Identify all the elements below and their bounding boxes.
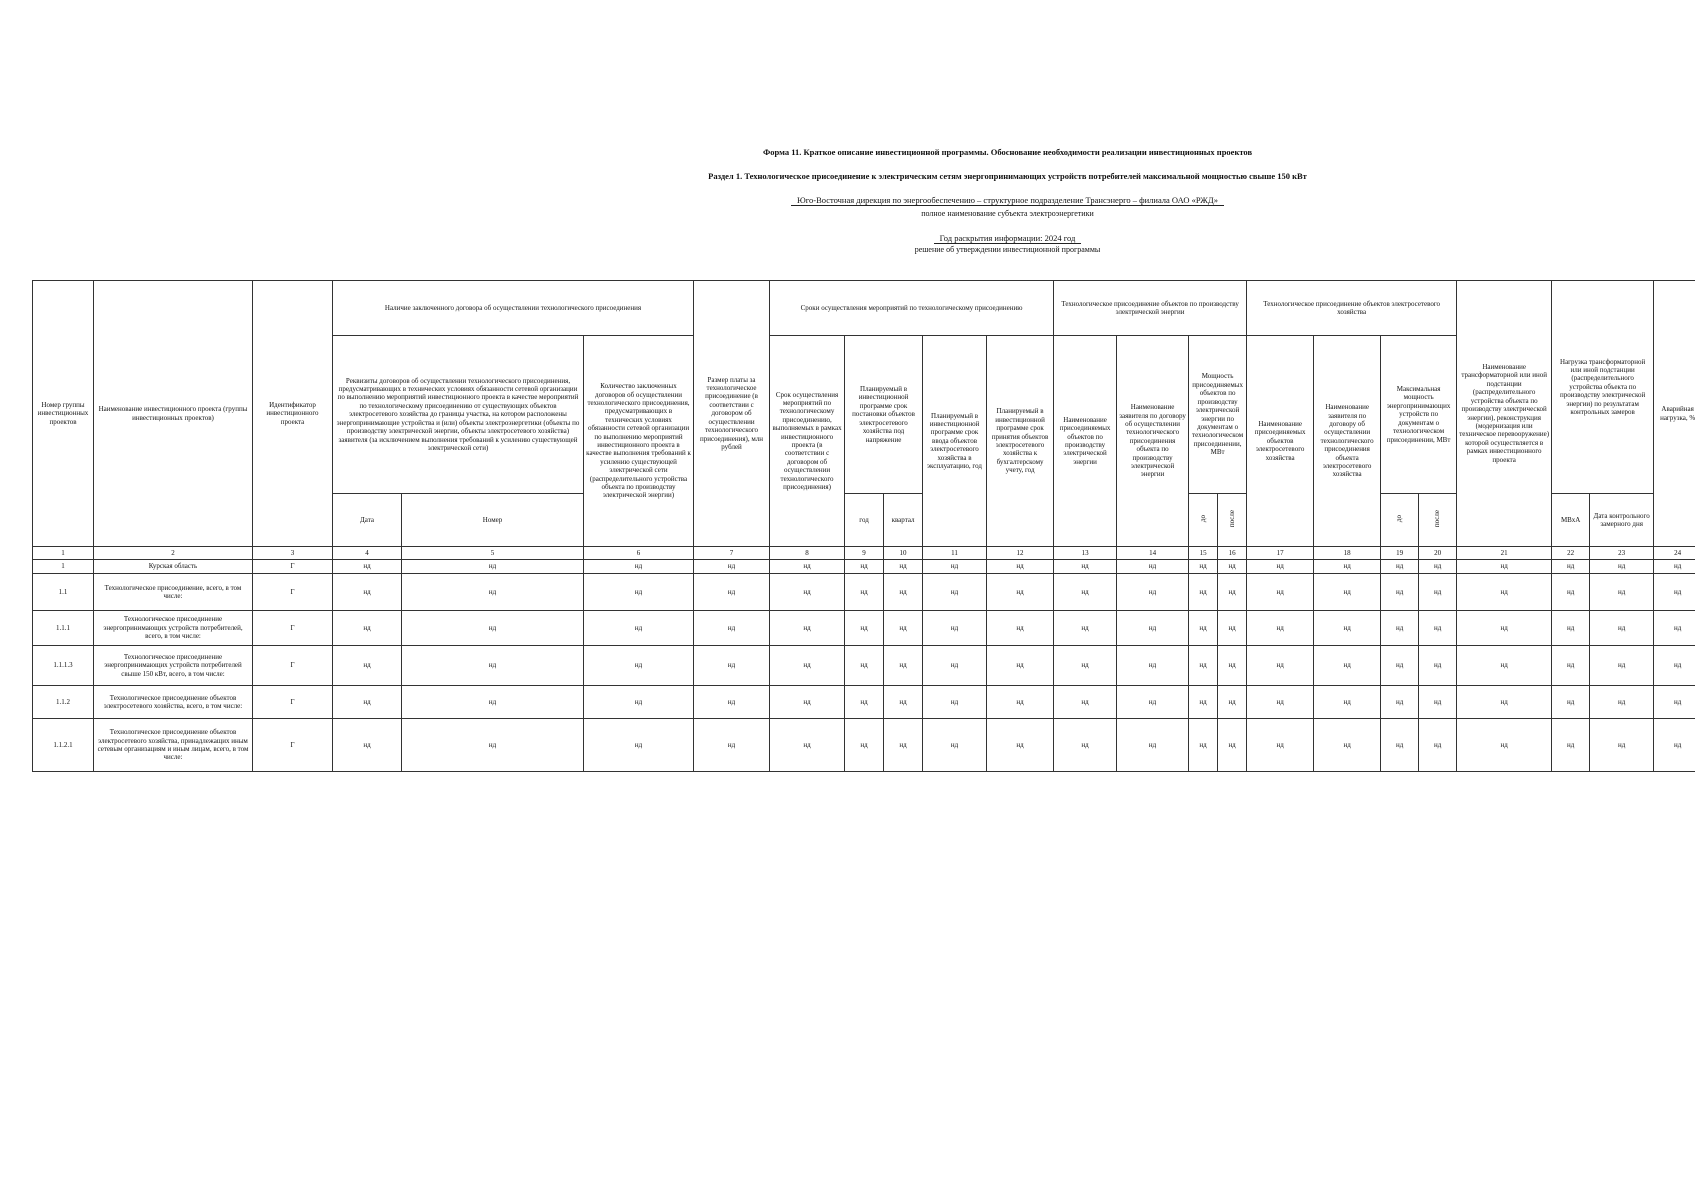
col-contract-count: Количество заключенных договоров об осуществлении технологического присоединения, предусматривающих в технических условиях обязанности сетевой организации по выполнению мероприятий инвестиционного проекта в качестве выполнения требований к усилению существующей электрической сети (распределительного устройства объекта по производству электрической энергии): [584, 336, 694, 547]
column-number: 13: [1054, 547, 1117, 560]
table-cell: нд: [1117, 686, 1189, 719]
table-cell: нд: [770, 560, 845, 574]
table-cell: нд: [923, 611, 987, 646]
column-number-row: [33, 547, 1695, 560]
col-energize-date: Планируемый в инвестиционной программе срок постановки объектов электросетевого хозяйства под напряжение: [845, 336, 923, 494]
table-cell: нд: [1457, 574, 1552, 611]
row-project-id: Г: [253, 686, 333, 719]
column-number: 21: [1457, 547, 1552, 560]
table-cell: нд: [845, 686, 884, 719]
row-number: 1: [33, 560, 94, 574]
table-cell: нд: [1381, 686, 1419, 719]
table-cell: нд: [1552, 574, 1590, 611]
table-cell: нд: [1552, 686, 1590, 719]
org-name-line: [160, 195, 1695, 206]
table-cell: нд: [1381, 719, 1419, 772]
table-cell: нд: [1590, 646, 1654, 686]
table-cell: нд: [402, 686, 584, 719]
table-cell: нд: [770, 646, 845, 686]
table-cell: нд: [1054, 686, 1117, 719]
table-cell: нд: [1590, 560, 1654, 574]
table-cell: нд: [1189, 686, 1218, 719]
table-cell: нд: [1381, 646, 1419, 686]
table-cell: нд: [1381, 611, 1419, 646]
col-group-generation: Технологическое присоединение объектов по производству электрической энергии: [1054, 281, 1247, 336]
column-number: 14: [1117, 547, 1189, 560]
table-cell: нд: [923, 686, 987, 719]
column-number: 2: [94, 547, 253, 560]
column-number: 12: [987, 547, 1054, 560]
row-project-name: Технологическое присоединение объектов электросетевого хозяйства, принадлежащих иным сетевым организациям и иным лицам, всего, в том числе:: [94, 719, 253, 772]
column-number: 8: [770, 547, 845, 560]
table-cell: нд: [1654, 719, 1695, 772]
column-number: 23: [1590, 547, 1654, 560]
column-number: 6: [584, 547, 694, 560]
column-number: 10: [884, 547, 923, 560]
table-cell: нд: [1654, 611, 1695, 646]
col-contract-date: Дата: [333, 494, 402, 547]
column-number: 7: [694, 547, 770, 560]
table-cell: нд: [1457, 686, 1552, 719]
col-gen-power-after: [1218, 494, 1247, 547]
table-row: [33, 719, 1695, 772]
col-energize-quarter: квартал: [884, 494, 923, 547]
table-cell: нд: [1054, 646, 1117, 686]
table-cell: нд: [1189, 574, 1218, 611]
table-cell: нд: [1590, 686, 1654, 719]
table-cell: нд: [1590, 719, 1654, 772]
table-cell: нд: [1314, 686, 1381, 719]
column-number: 18: [1314, 547, 1381, 560]
table-cell: нд: [1218, 686, 1247, 719]
table-cell: нд: [1552, 611, 1590, 646]
org-caption: полное наименование субъекта электроэнергетики: [921, 209, 1094, 218]
table-cell: нд: [1314, 560, 1381, 574]
column-number: 9: [845, 547, 884, 560]
table-cell: нд: [923, 574, 987, 611]
table-cell: нд: [845, 574, 884, 611]
row-number: 1.1.2.1: [33, 719, 94, 772]
table-body: [33, 560, 1695, 772]
table-cell: нд: [333, 574, 402, 611]
decision-caption: решение об утверждении инвестиционной программы: [914, 245, 1101, 254]
table-cell: нд: [987, 719, 1054, 772]
table-cell: нд: [987, 560, 1054, 574]
column-number: 15: [1189, 547, 1218, 560]
column-number: 5: [402, 547, 584, 560]
col-max-power-before: [1381, 494, 1419, 547]
year-line-wrap: [160, 233, 1695, 244]
column-number: 19: [1381, 547, 1419, 560]
column-number: 3: [253, 547, 333, 560]
table-cell: нд: [770, 719, 845, 772]
gen-before-label: до: [1198, 515, 1207, 523]
table-cell: нд: [1457, 719, 1552, 772]
table-cell: нд: [1247, 719, 1314, 772]
col-project-name: Наименование инвестиционного проекта (группы инвестиционных проектов): [94, 281, 253, 547]
table-cell: нд: [1247, 611, 1314, 646]
row-number: 1.1.1: [33, 611, 94, 646]
row-project-name: Технологическое присоединение энергопринимающих устройств потребителей, всего, в том числе:: [94, 611, 253, 646]
table-cell: нд: [1054, 719, 1117, 772]
table-cell: нд: [333, 719, 402, 772]
table-cell: нд: [694, 574, 770, 611]
table-cell: нд: [923, 719, 987, 772]
table-cell: нд: [1552, 560, 1590, 574]
col-emergency-load: Аварийная нагрузка, %: [1654, 281, 1695, 547]
table-row: [33, 560, 1695, 574]
table-cell: нд: [770, 686, 845, 719]
table-cell: нд: [1419, 574, 1457, 611]
table-cell: нд: [1189, 611, 1218, 646]
table-cell: нд: [1419, 719, 1457, 772]
table-cell: нд: [1654, 574, 1695, 611]
col-group-grid: Технологическое присоединение объектов электросетевого хозяйства: [1247, 281, 1457, 336]
table-cell: нд: [1314, 719, 1381, 772]
table-cell: нд: [884, 686, 923, 719]
table-cell: нд: [923, 646, 987, 686]
col-gen-power-before: [1189, 494, 1218, 547]
table-cell: нд: [1314, 646, 1381, 686]
form-title: Форма 11. Краткое описание инвестиционной программы. Обоснование необходимости реализации инвестиционных проектов: [762, 147, 1253, 157]
column-number: 1: [33, 547, 94, 560]
table-cell: нд: [1457, 611, 1552, 646]
table-cell: нд: [1654, 646, 1695, 686]
table-cell: нд: [1117, 719, 1189, 772]
org-name: Юго-Восточная дирекция по энергообеспечению – структурное подразделение Трансэнерго – филиала ОАО «РЖД»: [791, 195, 1224, 206]
row-number: 1.1: [33, 574, 94, 611]
table-cell: нд: [1218, 611, 1247, 646]
table-cell: нд: [1117, 611, 1189, 646]
row-project-name: Технологическое присоединение объектов электросетевого хозяйства, всего, в том числе:: [94, 686, 253, 719]
table-cell: нд: [1457, 560, 1552, 574]
table-cell: нд: [884, 611, 923, 646]
table-cell: нд: [1218, 560, 1247, 574]
table-cell: нд: [1457, 646, 1552, 686]
max-after-label: после: [1433, 510, 1442, 528]
table-cell: нд: [1117, 646, 1189, 686]
table-cell: нд: [1419, 611, 1457, 646]
table-cell: нд: [1247, 646, 1314, 686]
table-cell: нд: [333, 560, 402, 574]
table-cell: нд: [402, 611, 584, 646]
table-row: [33, 574, 1695, 611]
col-accounting-year: Планируемый в инвестиционной программе срок принятия объектов электросетевого хозяйства к бухгалтерскому учету, год: [987, 336, 1054, 547]
table-cell: нд: [1218, 719, 1247, 772]
table-row: [33, 611, 1695, 646]
table-cell: нд: [1054, 574, 1117, 611]
table-cell: нд: [770, 574, 845, 611]
table-cell: нд: [694, 686, 770, 719]
col-max-power-after: [1419, 494, 1457, 547]
section-title: Раздел 1. Технологическое присоединение к электрическим сетям энергопринимающих устройств потребителей максимальной мощностью свыше 150 кВт: [708, 171, 1307, 181]
row-project-id: Г: [253, 560, 333, 574]
table-cell: нд: [1218, 574, 1247, 611]
table-row: [33, 646, 1695, 686]
year-line: Год раскрытия информации: 2024 год: [934, 233, 1082, 244]
table-cell: нд: [1054, 611, 1117, 646]
table-cell: нд: [1218, 646, 1247, 686]
row-project-id: Г: [253, 574, 333, 611]
column-number: 11: [923, 547, 987, 560]
table-cell: нд: [1117, 574, 1189, 611]
column-number: 24: [1654, 547, 1695, 560]
table-cell: нд: [1189, 560, 1218, 574]
table-cell: нд: [845, 560, 884, 574]
table-header: [33, 281, 1695, 560]
table-cell: нд: [694, 646, 770, 686]
table-cell: нд: [584, 574, 694, 611]
table-cell: нд: [333, 611, 402, 646]
column-number: 22: [1552, 547, 1590, 560]
table-cell: нд: [584, 686, 694, 719]
table-row: [33, 686, 1695, 719]
col-gen-power: Мощность присоединяемых объектов по производству электрической энергии по документам о технологическом присоединении, МВт: [1189, 336, 1247, 494]
table-cell: нд: [1314, 574, 1381, 611]
table-cell: нд: [584, 719, 694, 772]
table-cell: нд: [884, 719, 923, 772]
row-number: 1.1.2: [33, 686, 94, 719]
table-cell: нд: [1117, 560, 1189, 574]
table-cell: нд: [1381, 574, 1419, 611]
table-cell: нд: [694, 719, 770, 772]
col-grid-object-name: Наименование присоединяемых объектов электросетевого хозяйства: [1247, 336, 1314, 547]
table-cell: нд: [1419, 560, 1457, 574]
row-number: 1.1.1.3: [33, 646, 94, 686]
table-cell: нд: [1552, 646, 1590, 686]
col-project-id: Идентификатор инвестиционного проекта: [253, 281, 333, 547]
col-max-power: Максимальная мощность энергопринимающих устройств по документам о технологическом присоединении, МВт: [1381, 336, 1457, 494]
table-cell: нд: [845, 719, 884, 772]
col-group-contract: Наличие заключенного договора об осуществлении технологического присоединения: [333, 281, 694, 336]
col-load-mva: МВхА: [1552, 494, 1590, 547]
table-cell: нд: [987, 611, 1054, 646]
table-cell: нд: [584, 560, 694, 574]
table-cell: нд: [845, 611, 884, 646]
col-gen-object-name: Наименование присоединяемых объектов по производству электрической энергии: [1054, 336, 1117, 547]
row-project-name: Курская область: [94, 560, 253, 574]
table-cell: нд: [845, 646, 884, 686]
table-cell: нд: [1419, 646, 1457, 686]
table-cell: нд: [1654, 686, 1695, 719]
table-cell: нд: [584, 646, 694, 686]
col-contract-number: Номер: [402, 494, 584, 547]
table-cell: нд: [987, 646, 1054, 686]
table-cell: нд: [884, 560, 923, 574]
column-number: 4: [333, 547, 402, 560]
table-cell: нд: [1381, 560, 1419, 574]
table-cell: нд: [333, 646, 402, 686]
table-cell: нд: [1189, 646, 1218, 686]
table-cell: нд: [923, 560, 987, 574]
table-cell: нд: [987, 686, 1054, 719]
col-substation-name: Наименование трансформаторной или иной подстанции (распределительного устройства объекта по производству электрической энергии), реконструкция (модернизация или техническое перевооружение) которой осуществляется в рамках инвестиционного проекта: [1457, 281, 1552, 547]
table-cell: нд: [402, 560, 584, 574]
col-substation-load: Нагрузка трансформаторной или иной подстанции (распределительного устройства объекта по производству электрической энергии) по результатам контрольных замеров: [1552, 281, 1654, 494]
max-before-label: до: [1395, 515, 1404, 523]
table-cell: нд: [1247, 574, 1314, 611]
table-cell: нд: [1247, 686, 1314, 719]
table-cell: нд: [1590, 574, 1654, 611]
column-number: 20: [1419, 547, 1457, 560]
col-load-date: Дата контрольного замерного дня: [1590, 494, 1654, 547]
table-cell: нд: [1590, 611, 1654, 646]
table-cell: нд: [1247, 560, 1314, 574]
table-cell: нд: [1054, 560, 1117, 574]
col-term-period: Срок осуществления мероприятий по технологическому присоединению, выполняемых в рамках инвестиционного проекта (в соответствии с договором об осуществлении технологического присоединения): [770, 336, 845, 547]
table-cell: нд: [987, 574, 1054, 611]
row-project-name: Технологическое присоединение энергопринимающих устройств потребителей свыше 150 кВт, всего, в том числе:: [94, 646, 253, 686]
investment-table: [32, 280, 1695, 772]
col-contract-details: Реквизиты договоров об осуществлении технологического присоединения, предусматривающих в технических условиях обязанности сетевой организации по выполнению мероприятий инвестиционного проекта в качестве мероприятий по технологическому присоединению от существующих объектов электросетевого хозяйства до границы участка, на котором расположены энергопринимающие устройства и (или) объекты электроэнергетики (объекты по производству электрической энергии, объекты электросетевого хозяйства) заявителя (за исключением выполнения требований к усилению существующей электрической сети): [333, 336, 584, 494]
table-cell: нд: [694, 560, 770, 574]
table-cell: нд: [402, 646, 584, 686]
col-group-number: Номер группы инвестиционных проектов: [33, 281, 94, 547]
column-number: 17: [1247, 547, 1314, 560]
table-cell: нд: [333, 686, 402, 719]
table-cell: нд: [584, 611, 694, 646]
table-cell: нд: [1314, 611, 1381, 646]
row-project-name: Технологическое присоединение, всего, в том числе:: [94, 574, 253, 611]
table-cell: нд: [770, 611, 845, 646]
col-grid-applicant: Наименование заявителя по договору об осуществлении технологического присоединения объекта электросетевого хозяйства: [1314, 336, 1381, 547]
row-project-id: Г: [253, 611, 333, 646]
table-cell: нд: [694, 611, 770, 646]
gen-after-label: после: [1227, 510, 1236, 528]
table-cell: нд: [1654, 560, 1695, 574]
row-project-id: Г: [253, 719, 333, 772]
col-commission-year: Планируемый в инвестиционной программе срок ввода объектов электросетевого хозяйства в эксплуатацию, год: [923, 336, 987, 547]
table-cell: нд: [402, 574, 584, 611]
col-group-terms: Сроки осуществления мероприятий по технологическому присоединению: [770, 281, 1054, 336]
table-cell: нд: [884, 574, 923, 611]
table-cell: нд: [402, 719, 584, 772]
table-cell: нд: [1189, 719, 1218, 772]
col-gen-applicant: Наименование заявителя по договору об осуществлении технологического присоединения объекта по производству электрической энергии: [1117, 336, 1189, 547]
table-cell: нд: [1552, 719, 1590, 772]
table-cell: нд: [884, 646, 923, 686]
col-fee: Размер платы за технологическое присоединение (в соответствии с договором об осуществлении технологического присоединения), млн рублей: [694, 281, 770, 547]
row-project-id: Г: [253, 646, 333, 686]
col-energize-year: год: [845, 494, 884, 547]
table-cell: нд: [1419, 686, 1457, 719]
column-number: 16: [1218, 547, 1247, 560]
